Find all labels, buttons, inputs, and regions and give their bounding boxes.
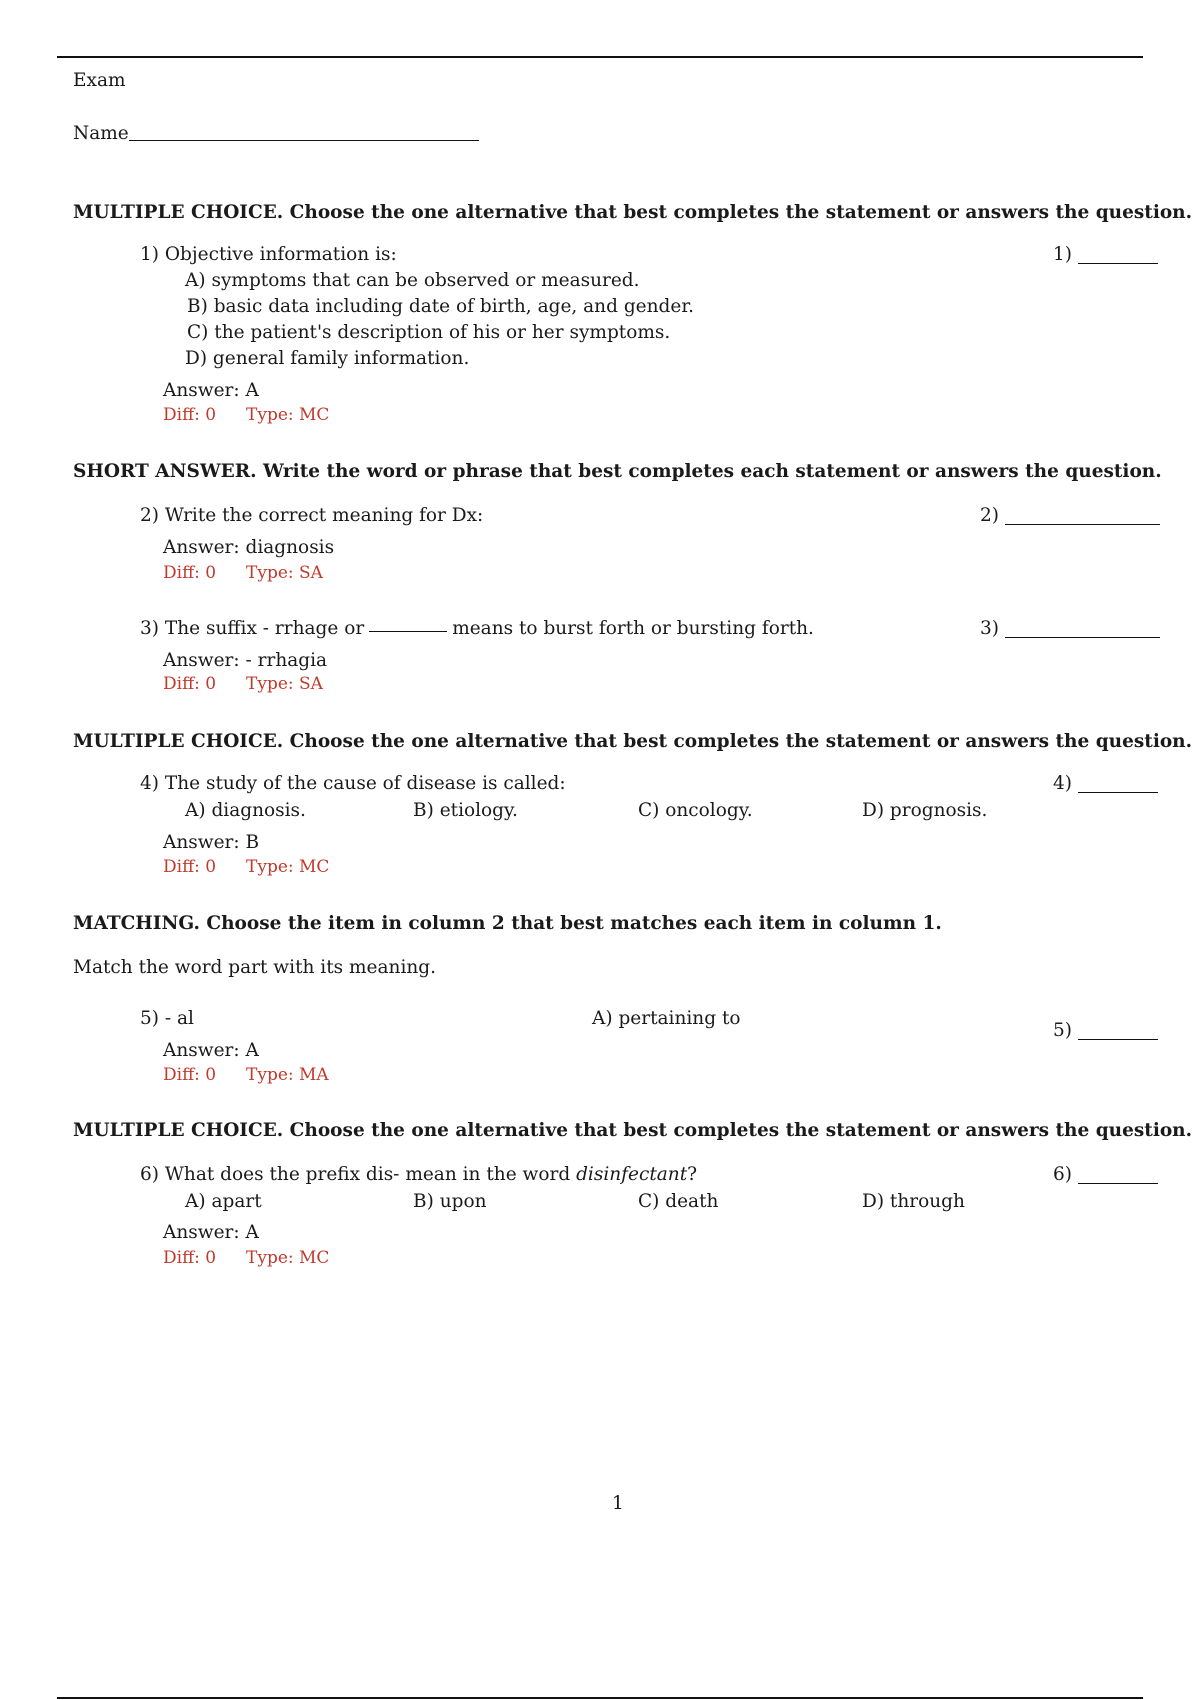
option: B) etiology. xyxy=(413,800,518,821)
section-heading-short-answer: SHORT ANSWER. Write the word or phrase that best completes each statement or answers the question. xyxy=(73,461,1162,482)
answer-key: Answer: B xyxy=(163,832,260,853)
answer-blank[interactable] xyxy=(1078,1183,1158,1184)
page-number: 1 xyxy=(612,1493,624,1514)
option: C) the patient's description of his or her symptoms. xyxy=(187,322,671,343)
exam-title: Exam xyxy=(73,70,126,91)
option: B) upon xyxy=(413,1191,487,1212)
question-text: The study of the cause of disease is called: xyxy=(164,773,566,794)
inline-blank xyxy=(369,631,447,632)
answer-key: Answer: A xyxy=(163,1222,259,1243)
answer-blank[interactable] xyxy=(1005,524,1160,525)
answer-slot-number: 6) xyxy=(1053,1164,1072,1185)
difficulty: Diff: 0 xyxy=(163,857,217,877)
term-text: - al xyxy=(164,1008,194,1029)
question-stem xyxy=(140,1164,697,1185)
question-number: 2) xyxy=(140,505,159,526)
answer-blank[interactable] xyxy=(1005,637,1160,638)
question-text-before: The suffix - rrhage or xyxy=(164,618,365,639)
difficulty: Diff: 0 xyxy=(163,1065,217,1085)
section-heading-multiple-choice: MULTIPLE CHOICE. Choose the one alternative that best completes the statement or answers the question. xyxy=(73,202,1193,223)
difficulty: Diff: 0 xyxy=(163,1248,217,1268)
question-text-after: means to burst forth or bursting forth. xyxy=(452,618,814,639)
answer-blank[interactable] xyxy=(1078,263,1158,264)
answer-slot[interactable] xyxy=(980,505,1160,526)
bottom-rule xyxy=(57,1697,1143,1699)
answer-slot-number: 1) xyxy=(1053,244,1072,265)
difficulty: Diff: 0 xyxy=(163,563,217,583)
answer-slot[interactable] xyxy=(1053,244,1158,265)
answer-blank[interactable] xyxy=(1078,1039,1158,1040)
option: D) general family information. xyxy=(185,348,470,369)
answer-slot[interactable] xyxy=(980,618,1160,639)
answer-slot-number: 4) xyxy=(1053,773,1072,794)
matching-option: A) pertaining to xyxy=(592,1008,741,1029)
question-text-after: ? xyxy=(687,1164,698,1185)
answer-slot-number: 2) xyxy=(980,505,999,526)
question-stem xyxy=(140,618,814,639)
option: A) symptoms that can be observed or measured. xyxy=(185,270,640,291)
name-blank[interactable] xyxy=(129,140,479,141)
answer-key: Answer: - rrhagia xyxy=(163,650,328,671)
answer-slot-number: 3) xyxy=(980,618,999,639)
answer-key: Answer: diagnosis xyxy=(163,537,335,558)
question-number: 5) xyxy=(140,1008,159,1029)
question-stem xyxy=(140,505,483,526)
question-number: 3) xyxy=(140,618,159,639)
option: D) prognosis. xyxy=(862,800,988,821)
option: C) death xyxy=(638,1191,719,1212)
matching-instruction: Match the word part with its meaning. xyxy=(73,957,437,978)
section-heading-matching: MATCHING. Choose the item in column 2 that best matches each item in column 1. xyxy=(73,913,942,934)
answer-key: Answer: A xyxy=(163,380,259,401)
question-type: Type: MC xyxy=(246,857,330,877)
question-text-before: What does the prefix dis- mean in the word xyxy=(164,1164,571,1185)
option: B) basic data including date of birth, age, and gender. xyxy=(187,296,695,317)
option: A) apart xyxy=(185,1191,262,1212)
question-type: Type: MA xyxy=(246,1065,329,1085)
answer-blank[interactable] xyxy=(1078,792,1158,793)
answer-slot[interactable] xyxy=(1053,773,1158,794)
top-rule xyxy=(57,56,1143,58)
option: C) oncology. xyxy=(638,800,753,821)
answer-slot[interactable] xyxy=(1053,1164,1158,1185)
question-text: Objective information is: xyxy=(164,244,397,265)
question-type: Type: SA xyxy=(246,563,323,583)
difficulty: Diff: 0 xyxy=(163,674,217,694)
question-stem xyxy=(140,773,566,794)
question-type: Type: SA xyxy=(246,674,323,694)
question-number: 6) xyxy=(140,1164,159,1185)
answer-key: Answer: A xyxy=(163,1040,259,1061)
answer-slot-number: 5) xyxy=(1053,1020,1072,1041)
question-type: Type: MC xyxy=(246,1248,330,1268)
question-stem xyxy=(140,244,397,265)
option: A) diagnosis. xyxy=(185,800,306,821)
section-heading-multiple-choice: MULTIPLE CHOICE. Choose the one alternative that best completes the statement or answers the question. xyxy=(73,731,1193,752)
question-text: Write the correct meaning for Dx: xyxy=(164,505,484,526)
section-heading-multiple-choice: MULTIPLE CHOICE. Choose the one alternative that best completes the statement or answers the question. xyxy=(73,1120,1193,1141)
question-number: 4) xyxy=(140,773,159,794)
answer-slot[interactable] xyxy=(1053,1020,1158,1041)
option: D) through xyxy=(862,1191,965,1212)
name-label: Name xyxy=(73,123,129,144)
question-number: 1) xyxy=(140,244,159,265)
difficulty: Diff: 0 xyxy=(163,405,217,425)
question-text-italic: disinfectant xyxy=(576,1164,688,1185)
question-type: Type: MC xyxy=(246,405,330,425)
name-field xyxy=(73,123,479,144)
matching-term xyxy=(140,1008,194,1029)
